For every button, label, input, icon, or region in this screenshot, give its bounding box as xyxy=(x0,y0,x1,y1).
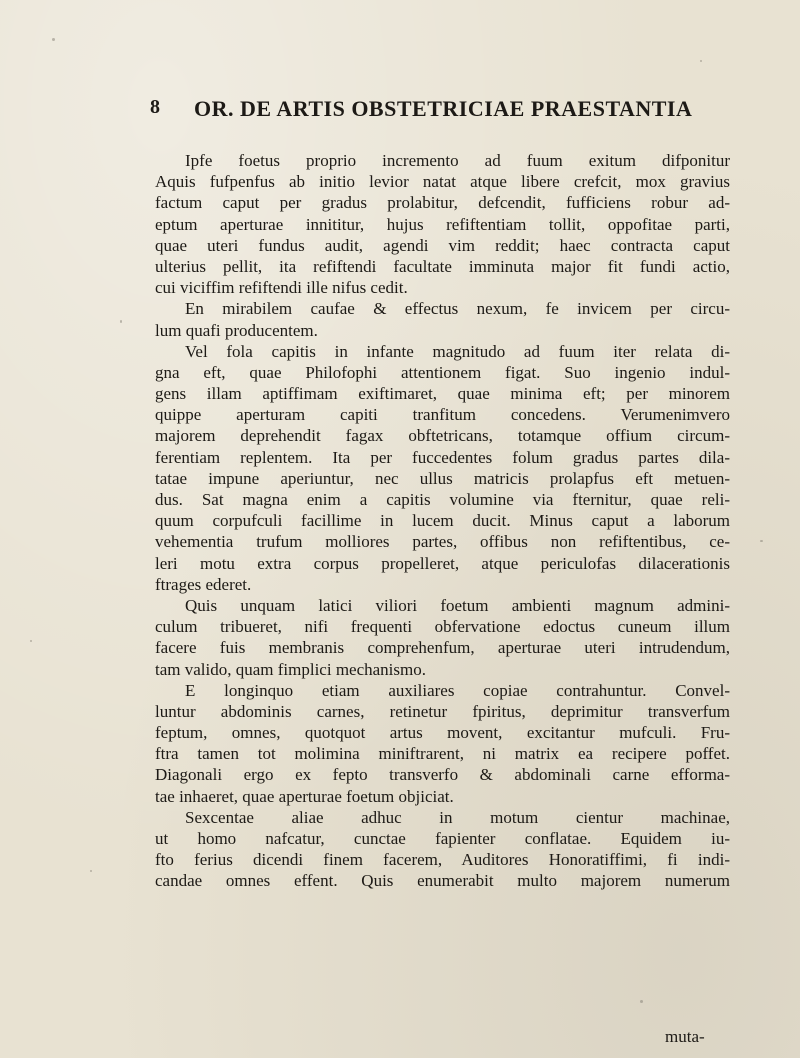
paper-speck xyxy=(760,540,763,542)
text-line: factum caput per gradus prolabitur, defcendit, fufficiens robur ad- xyxy=(155,193,730,213)
text-line: gens illam aptiffimam exiftimaret, quae minima eft; per minorem xyxy=(155,384,730,404)
text-line: leri motu extra corpus propelleret, atque periculofas dilacerationis xyxy=(155,553,730,573)
text-line: quum corpufculi facillime in lucem ducit. Minus caput a laborum xyxy=(155,511,730,531)
text-line: tatae impune aperiuntur, nec ullus matricis prolapfus eft metuen- xyxy=(155,468,730,488)
text-line: Sexcentae aliae adhuc in motum cientur machinae, xyxy=(185,807,730,827)
catchword: muta- xyxy=(665,1027,705,1046)
text-line: quippe aperturam capiti tranfitum concedens. Verumenimvero xyxy=(155,405,730,425)
text-line: dus. Sat magna enim a capitis volumine via fternitur, quae reli- xyxy=(155,490,730,509)
text-line: quae uteri fundus audit, agendi vim reddit; haec contracta caput xyxy=(155,235,730,255)
body-text xyxy=(155,150,730,892)
text-line: Aquis fufpenfus ab initio levior natat atque libere crefcit, mox gravius xyxy=(155,172,730,192)
text-line: gna eft, quae Philofophi attentionem figat. Suo ingenio indul- xyxy=(155,362,730,382)
text-line: ferentiam replentem. Ita per fuccedentes folum gradus partes dila- xyxy=(155,447,730,467)
text-line: majorem deprehendit fagax obftetricans, totamque offium circum- xyxy=(155,426,730,446)
text-line: luntur abdominis carnes, retinetur fpiritus, deprimitur transverfum xyxy=(155,701,730,721)
text-line: ulterius pellit, ita refiftendi facultate imminuta major fit fundi actio, xyxy=(155,256,730,276)
text-line: Vel fola capitis in infante magnitudo ad fuum iter relata di- xyxy=(185,341,730,361)
paper-speck xyxy=(30,640,32,642)
page-header xyxy=(150,96,710,132)
text-line: ftrages ederet. xyxy=(155,574,252,594)
text-line: candae omnes effent. Quis enumerabit multo majorem numerum xyxy=(155,871,730,891)
page-number: 8 xyxy=(150,96,161,118)
paper-speck xyxy=(120,320,122,323)
text-line: ut homo nafcatur, cunctae fapienter conflatae. Equidem iu- xyxy=(155,829,730,848)
text-line: feptum, omnes, quotquot artus movent, excitantur mufculi. Fru- xyxy=(155,723,730,743)
text-line: facere fuis membranis comprehenfum, aperturae uteri intrudendum, xyxy=(155,638,730,658)
text-line: fto ferius dicendi finem facerem, Auditores Honoratiffimi, fi indi- xyxy=(155,850,730,870)
text-line: ftra tamen tot molimina miniftrarent, ni matrix ea recipere poffet. xyxy=(155,744,730,764)
text-line: Diagonali ergo ex fepto transverfo & abdominali carne efforma- xyxy=(155,765,730,785)
text-line: E longinquo etiam auxiliares copiae contrahuntur. Convel- xyxy=(185,680,730,700)
paper-speck xyxy=(90,870,92,872)
text-line: Quis unquam latici viliori foetum ambienti magnum admini- xyxy=(185,595,730,615)
text-line: culum tribueret, nifi frequenti obfervatione edoctus cuneum illum xyxy=(155,617,730,637)
text-line: lum quafi producentem. xyxy=(155,320,318,340)
text-line: eptum aperturae innititur, hujus refiftentiam tollit, oppofitae parti, xyxy=(155,214,730,234)
text-line: En mirabilem caufae & effectus nexum, fe invicem per circu- xyxy=(185,299,730,319)
text-line: cui viciffim refiftendi ille nifus cedit. xyxy=(155,278,408,298)
text-line: Ipfe foetus proprio incremento ad fuum exitum difponitur xyxy=(185,151,730,170)
text-line: vehementia trufum molliores partes, offibus non refiftentibus, ce- xyxy=(155,532,730,552)
paper-speck xyxy=(700,60,702,62)
running-title: OR. DE ARTIS OBSTETRICIAE PRAESTANTIA xyxy=(194,96,693,121)
text-line: tam valido, quam fimplici mechanismo. xyxy=(155,659,426,679)
paper-speck xyxy=(52,38,55,41)
text-line: tae inhaeret, quae aperturae foetum objiciat. xyxy=(155,786,454,806)
paper-speck xyxy=(640,1000,643,1003)
